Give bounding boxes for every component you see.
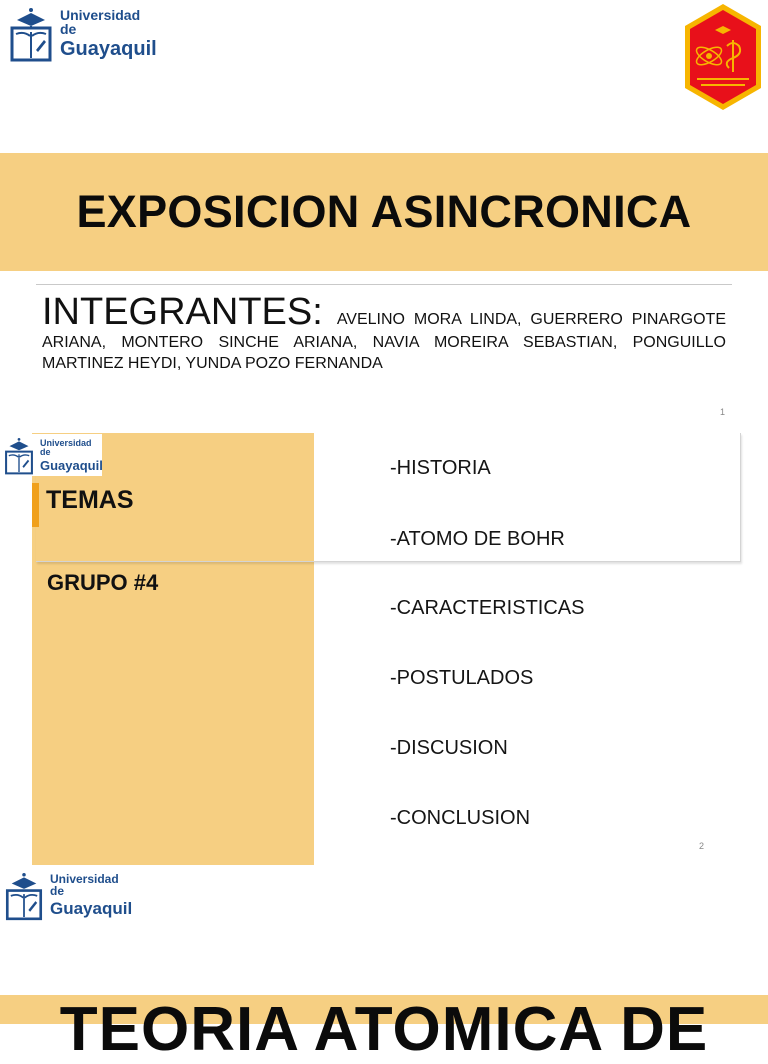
university-line1: Universidad de [40,437,92,457]
university-crest-icon [6,4,56,62]
page-number-2: 2 [699,841,705,851]
integrantes-names: AVELINO MORA LINDA, GUERRERO PINARGOTE ARIANA, MONTERO SINCHE ARIANA, NAVIA MOREIRA SEBASTIAN, PONGUILLO MARTINEZ HEYDI, YUNDA POZO FERNANDA [42,311,726,372]
university-logo [6,2,157,64]
integrantes-label: INTEGRANTES: [42,291,323,333]
slide1-title: EXPOSICION ASINCRONICA [76,186,692,237]
university-logo-slide3 [2,866,133,924]
university-line1: Universidad de [50,872,119,898]
divider [36,284,732,285]
university-name [50,873,132,917]
topic-item: -HISTORIA [390,457,491,479]
page-number-1: 1 [720,407,726,417]
temas-accent-bar [32,483,39,527]
integrantes-block [42,292,726,374]
university-name [40,439,103,472]
slide2-content-frame [36,433,741,562]
slide3-title: TEORIA ATOMICA DE [59,995,709,1064]
university-crest-icon [2,869,46,921]
topic-item: -POSTULADOS [390,667,534,689]
temas-heading: TEMAS [46,486,134,514]
university-line2: Guayaquil [50,899,133,918]
topic-item: -CONCLUSION [390,807,531,829]
university-line2: Guayaquil [40,457,103,473]
topic-item: -DISCUSION [390,737,508,759]
university-crest-icon [2,435,36,475]
university-logo-slide2 [2,434,102,476]
topic-item: -CARACTERISTICAS [390,597,585,619]
slide3-title-band [0,995,768,1064]
university-name [60,8,157,59]
university-line1: Universidad de [60,6,141,37]
faculty-seal-icon [683,2,763,112]
grupo-label: GRUPO #4 [47,570,159,595]
topic-item: -ATOMO DE BOHR [390,528,565,550]
university-line2: Guayaquil [60,37,157,60]
